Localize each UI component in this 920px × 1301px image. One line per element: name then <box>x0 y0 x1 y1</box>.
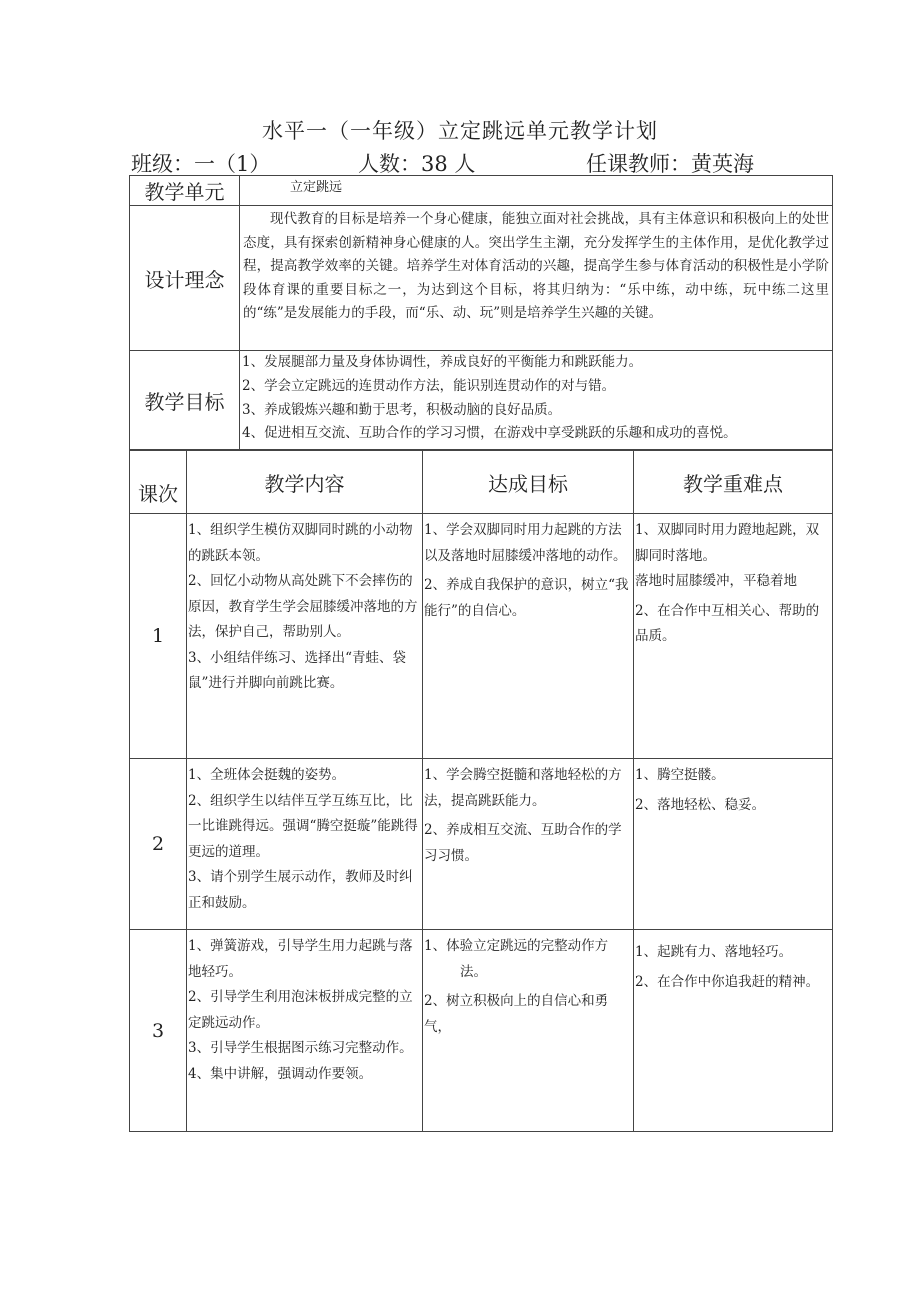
lesson-key-points: 1、腾空挺髅。 2、落地轻松、稳妥。 <box>634 759 833 930</box>
student-count-label: 人数：38 人 <box>358 152 476 176</box>
lesson-content: 1、组织学生模仿双脚同时跳的小动物的跳跃本领。 2、回忆小动物从高处跳下不会摔伤的原因，教育学生学会屈膝缓冲落地的方法，保护自己，帮助别人。 3、小组结伴练习、选择出“青蛙、袋鼠”进行并脚向前跳比赛。 <box>187 514 423 759</box>
header-goals: 达成目标 <box>423 451 634 514</box>
goals-label: 教学目标 <box>130 351 240 450</box>
lesson-content: 1、全班体会挺魏的姿势。 2、组织学生以结伴互学互练互比，比一比谁跳得远。强调“腾空挺璇”能跳得更远的道理。 3、请个别学生展示动作，教师及时纠正和鼓励。 <box>187 759 423 930</box>
lesson-table <box>129 450 833 1132</box>
lesson-number: 1 <box>130 514 187 759</box>
lesson-content: 1、弹簧游戏，引导学生用力起跳与落地轻巧。 2、引导学生利用泡沫板拼成完整的立定跳远动作。 3、引导学生根据图示练习完整动作。 4、集中讲解，强调动作要领。 <box>187 930 423 1132</box>
plan-overview-table <box>129 175 833 450</box>
goal-item: 2、学会立定跳远的连贯动作方法，能识别连贯动作的对与错。 <box>242 377 616 394</box>
goal-item: 3、养成锻炼兴趣和勤于思考，积极动脑的良好品质。 <box>242 401 562 418</box>
design-label: 设计理念 <box>130 206 240 351</box>
lesson-number: 3 <box>130 930 187 1132</box>
unit-value: 立定跳远 <box>240 176 833 206</box>
page-title: 水平一（一年级）立定跳远单元教学计划 <box>262 119 658 143</box>
table-row <box>130 930 833 1132</box>
unit-label: 教学单元 <box>130 176 240 206</box>
table-row <box>130 759 833 930</box>
lesson-key-points: 1、起跳有力、落地轻巧。 2、在合作中你追我赶的精神。 <box>634 930 833 1132</box>
lesson-goals: 1、学会腾空挺髓和落地轻松的方法，提高跳跃能力。 2、养成相互交流、互助合作的学习习惯。 <box>423 759 634 930</box>
class-label: 班级：一（1） <box>131 152 271 176</box>
lesson-goals: 1、学会双脚同时用力起跳的方法以及落地时屈膝缓冲落地的动作。 2、养成自我保护的意识，树立“我能行”的自信心。 <box>423 514 634 759</box>
table-row <box>130 514 833 759</box>
design-text: 现代教育的目标是培养一个身心健康，能独立面对社会挑战，具有主体意识和积极向上的处世态度，具有探索创新精神身心健康的人。突出学生主潮，充分发挥学生的主体作用，是优化教学过程，提高教学效率的关键。培养学生对体育活动的兴趣，提高学生参与体育活动的积极性是小学阶段体育课的重要目标之一，为达到这个目标，将其归纳为：“乐中练，动中练，玩中练二这里的“练”是发展能力的手段，而“乐、动、玩”则是培养学生兴趣的关键。 <box>240 206 833 351</box>
goals-list <box>240 351 833 450</box>
header-key-points: 教学重难点 <box>634 451 833 514</box>
goal-item: 4、促进相互交流、互助合作的学习习惯，在游戏中享受跳跃的乐趣和成功的喜悦。 <box>242 425 737 442</box>
header-lesson-num: 课次 <box>130 451 187 514</box>
lesson-goals: 1、体验立定跳远的完整动作方 法。 2、树立积极向上的自信心和勇气， <box>423 930 634 1132</box>
teacher-label: 任课教师：黄英海 <box>586 152 754 176</box>
goal-item: 1、发展腿部力量及身体协调性，养成良好的平衡能力和跳跃能力。 <box>242 354 643 370</box>
lesson-number: 2 <box>130 759 187 930</box>
header-content: 教学内容 <box>187 451 423 514</box>
lesson-key-points: 1、双脚同时用力蹬地起跳，双脚同时落地。 落地时屈膝缓冲，平稳着地 2、在合作中互相关心、帮助的品质。 <box>634 514 833 759</box>
